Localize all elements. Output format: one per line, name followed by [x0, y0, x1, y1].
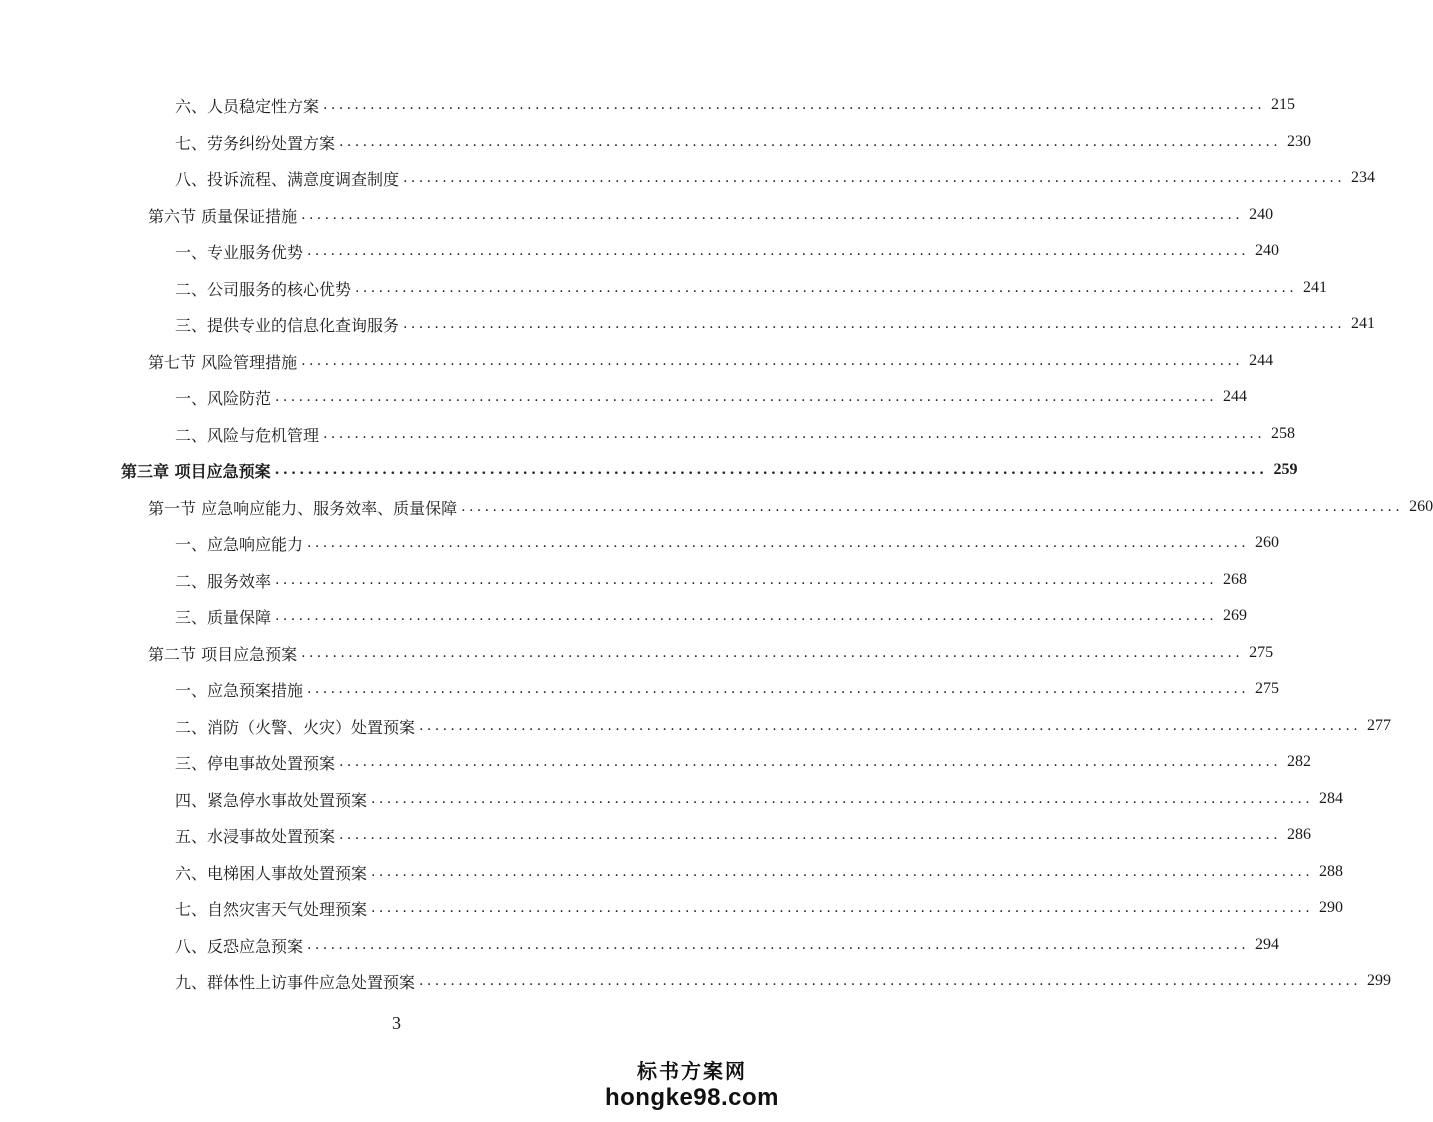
- toc-entry-label: 二、消防（火警、火灾）处置预案: [175, 717, 416, 737]
- toc-entry-page: 240: [1255, 242, 1280, 259]
- toc-entry-label: 七、自然灾害天气处理预案: [175, 899, 368, 919]
- toc-leader-dots: ........................................................................................................................: [339, 827, 1282, 843]
- toc-entry-label: 第七节 风险管理措施: [148, 352, 298, 372]
- toc-entry: [175, 930, 1280, 960]
- toc-leader-dots: ........................................................................................................................: [274, 462, 1268, 478]
- toc-entry: [175, 419, 1296, 449]
- toc-entry-page: 241: [1351, 315, 1376, 332]
- toc-leader-dots: ........................................................................................................................: [307, 937, 1250, 953]
- toc-entry-page: 286: [1287, 826, 1312, 843]
- toc-entry: [175, 565, 1248, 595]
- toc-leader-dots: ........................................................................................................................: [275, 572, 1218, 588]
- toc-entry-label: 第二节 项目应急预案: [148, 644, 298, 664]
- toc-entry-page: 241: [1303, 279, 1328, 296]
- toc-entry-page: 240: [1249, 206, 1274, 223]
- toc-leader-dots: ........................................................................................................................: [419, 973, 1362, 989]
- toc-entry-page: 230: [1287, 133, 1312, 150]
- toc-entry: [175, 820, 1312, 850]
- toc-entry-label: 七、劳务纠纷处置方案: [175, 133, 336, 153]
- toc-entry: [175, 90, 1296, 120]
- toc-entry-label: 三、提供专业的信息化查询服务: [175, 315, 400, 335]
- toc-entry-page: 244: [1223, 388, 1248, 405]
- toc-leader-dots: ........................................................................................................................: [339, 754, 1282, 770]
- toc-entry-label: 六、电梯困人事故处置预案: [175, 863, 368, 883]
- toc-entry-page: 234: [1351, 169, 1376, 186]
- toc-entry-label: 第三章 项目应急预案: [121, 461, 271, 481]
- toc-entry-label: 五、水浸事故处置预案: [175, 826, 336, 846]
- toc-leader-dots: ........................................................................................................................: [323, 97, 1266, 113]
- toc-leader-dots: ........................................................................................................................: [403, 170, 1346, 186]
- toc-leader-dots: ........................................................................................................................: [371, 864, 1314, 880]
- page-number: 3: [392, 1013, 401, 1033]
- toc-leader-dots: ........................................................................................................................: [371, 900, 1314, 916]
- toc-entry-label: 一、应急预案措施: [175, 680, 304, 700]
- toc-entry: [175, 674, 1280, 704]
- toc-entry-label: 三、质量保障: [175, 607, 272, 627]
- toc-leader-dots: ........................................................................................................................: [301, 207, 1244, 223]
- toc-leader-dots: ........................................................................................................................: [403, 316, 1346, 332]
- toc-entry-page: 260: [1255, 534, 1280, 551]
- toc-entry-label: 一、风险防范: [175, 388, 272, 408]
- toc-entry-page: 282: [1287, 753, 1312, 770]
- toc-entry-label: 八、反恐应急预案: [175, 936, 304, 956]
- toc-leader-dots: ........................................................................................................................: [419, 718, 1362, 734]
- toc-entry: [175, 747, 1312, 777]
- toc-leader-dots: ........................................................................................................................: [323, 426, 1266, 442]
- toc-leader-dots: ........................................................................................................................: [371, 791, 1314, 807]
- toc-entry: [148, 346, 1274, 376]
- toc-entry-label: 九、群体性上访事件应急处置预案: [175, 972, 416, 992]
- watermark-cn: 标书方案网: [636, 1059, 747, 1083]
- toc-entry-page: 259: [1273, 461, 1298, 478]
- toc-leader-dots: ........................................................................................................................: [301, 645, 1244, 661]
- toc-entry: [175, 309, 1376, 339]
- toc-entry-page: 275: [1249, 644, 1274, 661]
- toc-leader-dots: ........................................................................................................................: [355, 280, 1298, 296]
- toc-entry: [175, 382, 1248, 412]
- toc-entry: [175, 528, 1280, 558]
- toc-entry: [175, 601, 1248, 631]
- toc-entry: [148, 200, 1274, 230]
- toc-entry-label: 三、停电事故处置预案: [175, 753, 336, 773]
- toc-entry-label: 第一节 应急响应能力、服务效率、质量保障: [148, 498, 458, 518]
- toc-entry-page: 258: [1271, 425, 1296, 442]
- toc-entry-page: 294: [1255, 936, 1280, 953]
- watermark-en: hongke98.com: [604, 1084, 779, 1111]
- toc-entry: [175, 784, 1344, 814]
- toc-entry: [121, 455, 1298, 485]
- toc-entry-page: 277: [1367, 717, 1392, 734]
- toc-entry-label: 第六节 质量保证措施: [148, 206, 298, 226]
- toc-entry-label: 二、风险与危机管理: [175, 425, 320, 445]
- toc-entry-page: 244: [1249, 352, 1274, 369]
- toc-leader-dots: ........................................................................................................................: [275, 389, 1218, 405]
- toc-entry: [175, 966, 1392, 996]
- toc-entry-page: 268: [1223, 571, 1248, 588]
- toc-entry-page: 260: [1409, 498, 1433, 515]
- toc-entry-label: 六、人员稳定性方案: [175, 96, 320, 116]
- toc-entry-label: 一、应急响应能力: [175, 534, 304, 554]
- toc-entry-page: 299: [1367, 972, 1392, 989]
- toc-leader-dots: ........................................................................................................................: [307, 243, 1250, 259]
- toc-entry: [175, 893, 1344, 923]
- toc-entry-page: 288: [1319, 863, 1344, 880]
- toc-entry-label: 八、投诉流程、满意度调查制度: [175, 169, 400, 189]
- toc-entry: [175, 236, 1280, 266]
- toc-entry-label: 二、公司服务的核心优势: [175, 279, 352, 299]
- toc-leader-dots: ........................................................................................................................: [307, 535, 1250, 551]
- toc-entry-label: 一、专业服务优势: [175, 242, 304, 262]
- toc-leader-dots: ........................................................................................................................: [275, 608, 1218, 624]
- toc-entry-page: 275: [1255, 680, 1280, 697]
- toc-entry: [148, 492, 1433, 522]
- toc-entry: [148, 638, 1274, 668]
- toc-entry: [175, 163, 1376, 193]
- toc-entry-page: 269: [1223, 607, 1248, 624]
- toc-entry-label: 四、紧急停水事故处置预案: [175, 790, 368, 810]
- toc-entry-page: 284: [1319, 790, 1344, 807]
- watermark-logo: [605, 1055, 779, 1112]
- toc-entry: [175, 127, 1312, 157]
- toc-leader-dots: ........................................................................................................................: [461, 499, 1404, 515]
- toc-entry-page: 215: [1271, 96, 1296, 113]
- toc-entry: [175, 857, 1344, 887]
- toc-leader-dots: ........................................................................................................................: [339, 134, 1282, 150]
- toc-entry-page: 290: [1319, 899, 1344, 916]
- toc-leader-dots: ........................................................................................................................: [301, 353, 1244, 369]
- toc-entry: [175, 273, 1328, 303]
- toc-leader-dots: ........................................................................................................................: [307, 681, 1250, 697]
- toc-entry: [175, 711, 1392, 741]
- toc-entry-label: 二、服务效率: [175, 571, 272, 591]
